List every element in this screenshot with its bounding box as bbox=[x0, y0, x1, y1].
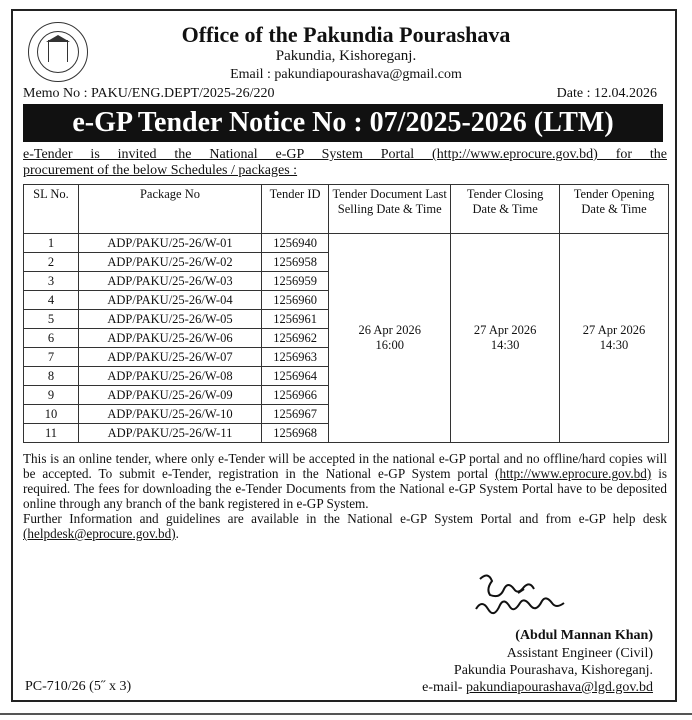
cell-package: ADP/PAKU/25-26/W-07 bbox=[78, 348, 261, 367]
cell-sl: 1 bbox=[24, 234, 79, 253]
cell-opening-date: 27 Apr 2026 14:30 bbox=[560, 234, 669, 443]
cell-sl: 3 bbox=[24, 272, 79, 291]
eprocure-link[interactable]: (http://www.eprocure.gov.bd) bbox=[495, 466, 652, 481]
bottom-divider bbox=[0, 713, 692, 715]
table-row bbox=[24, 234, 669, 253]
cell-tender-id: 1256960 bbox=[262, 291, 329, 310]
cell-package: ADP/PAKU/25-26/W-08 bbox=[78, 367, 261, 386]
handwritten-signature bbox=[468, 571, 608, 631]
intro-line-2: procurement of the below Schedules / packages : bbox=[23, 163, 298, 178]
online-tender-paragraph: This is an online tender, where only e-Tender will be accepted in the national e-GP portal and no offline/hard copies will be accepted. To submit e-Tender, registration in the National e-GP System portal (http://www.eprocure.gov.bd) is required. The fees for downloading the e-Tender Documents from the National e-GP System Portal have to be deposited online through any branch of the bank registered in e-GP System. bbox=[23, 451, 668, 511]
header-closing-date: Tender Closing Date & Time bbox=[451, 185, 560, 234]
cell-sl: 6 bbox=[24, 329, 79, 348]
cell-package: ADP/PAKU/25-26/W-09 bbox=[78, 386, 261, 405]
cell-tender-id: 1256958 bbox=[262, 253, 329, 272]
cell-tender-id: 1256962 bbox=[262, 329, 329, 348]
cell-sl: 9 bbox=[24, 386, 79, 405]
cell-package: ADP/PAKU/25-26/W-11 bbox=[78, 424, 261, 443]
cell-sl: 11 bbox=[24, 424, 79, 443]
notice-date: Date : 12.04.2026 bbox=[556, 86, 657, 101]
header-opening-date: Tender Opening Date & Time bbox=[560, 185, 669, 234]
tender-notice bbox=[11, 9, 677, 702]
signatory-email-line: e-mail- pakundiapourashava@lgd.gov.bd bbox=[422, 680, 653, 695]
header-sl: SL No. bbox=[24, 185, 79, 234]
cell-sl: 8 bbox=[24, 367, 79, 386]
cell-closing-date: 27 Apr 2026 14:30 bbox=[451, 234, 560, 443]
pc-reference: PC-710/26 (5˝ x 3) bbox=[25, 679, 132, 694]
cell-package: ADP/PAKU/25-26/W-01 bbox=[78, 234, 261, 253]
header-selling-date: Tender Document Last Selling Date & Time bbox=[329, 185, 451, 234]
intro-line-1: e-Tender is invited the National e-GP System Portal (http://www.eprocure.gov.bd) for the bbox=[23, 147, 667, 162]
cell-package: ADP/PAKU/25-26/W-06 bbox=[78, 329, 261, 348]
cell-sl: 5 bbox=[24, 310, 79, 329]
cell-sl: 2 bbox=[24, 253, 79, 272]
cell-tender-id: 1256967 bbox=[262, 405, 329, 424]
cell-package: ADP/PAKU/25-26/W-02 bbox=[78, 253, 261, 272]
memo-number: Memo No : PAKU/ENG.DEPT/2025-26/220 bbox=[23, 86, 275, 101]
office-title: Office of the Pakundia Pourashava bbox=[181, 22, 511, 47]
helpdesk-email-link[interactable]: (helpdesk@eprocure.gov.bd) bbox=[23, 526, 176, 541]
cell-package: ADP/PAKU/25-26/W-05 bbox=[78, 310, 261, 329]
notice-banner: e-GP Tender Notice No : 07/2025-2026 (LTM) bbox=[23, 104, 663, 142]
cell-sl: 7 bbox=[24, 348, 79, 367]
cell-tender-id: 1256964 bbox=[262, 367, 329, 386]
further-info-paragraph: Further Information and guidelines are available in the National e-GP System Portal and from e-GP help desk (helpdesk@eprocure.gov.bd). bbox=[23, 511, 667, 541]
table-header-row bbox=[24, 185, 669, 234]
office-address: Pakundia, Kishoreganj. bbox=[275, 48, 417, 64]
cell-tender-id: 1256963 bbox=[262, 348, 329, 367]
header-tender-id: Tender ID bbox=[262, 185, 329, 234]
signatory-name: (Abdul Mannan Khan) bbox=[515, 628, 653, 643]
signatory-office: Pakundia Pourashava, Kishoreganj. bbox=[453, 663, 653, 678]
signatory-designation: Assistant Engineer (Civil) bbox=[506, 646, 653, 661]
header-package: Package No bbox=[78, 185, 261, 234]
cell-selling-date: 26 Apr 2026 16:00 bbox=[329, 234, 451, 443]
cell-tender-id: 1256966 bbox=[262, 386, 329, 405]
cell-package: ADP/PAKU/25-26/W-04 bbox=[78, 291, 261, 310]
cell-tender-id: 1256940 bbox=[262, 234, 329, 253]
signatory-email-link[interactable]: pakundiapourashava@lgd.gov.bd bbox=[466, 680, 653, 695]
cell-tender-id: 1256961 bbox=[262, 310, 329, 329]
cell-tender-id: 1256968 bbox=[262, 424, 329, 443]
cell-package: ADP/PAKU/25-26/W-03 bbox=[78, 272, 261, 291]
tender-schedule-table bbox=[23, 184, 669, 443]
office-email: Email : pakundiapourashava@gmail.com bbox=[230, 67, 462, 82]
cell-package: ADP/PAKU/25-26/W-10 bbox=[78, 405, 261, 424]
cell-sl: 10 bbox=[24, 405, 79, 424]
cell-tender-id: 1256959 bbox=[262, 272, 329, 291]
cell-sl: 4 bbox=[24, 291, 79, 310]
